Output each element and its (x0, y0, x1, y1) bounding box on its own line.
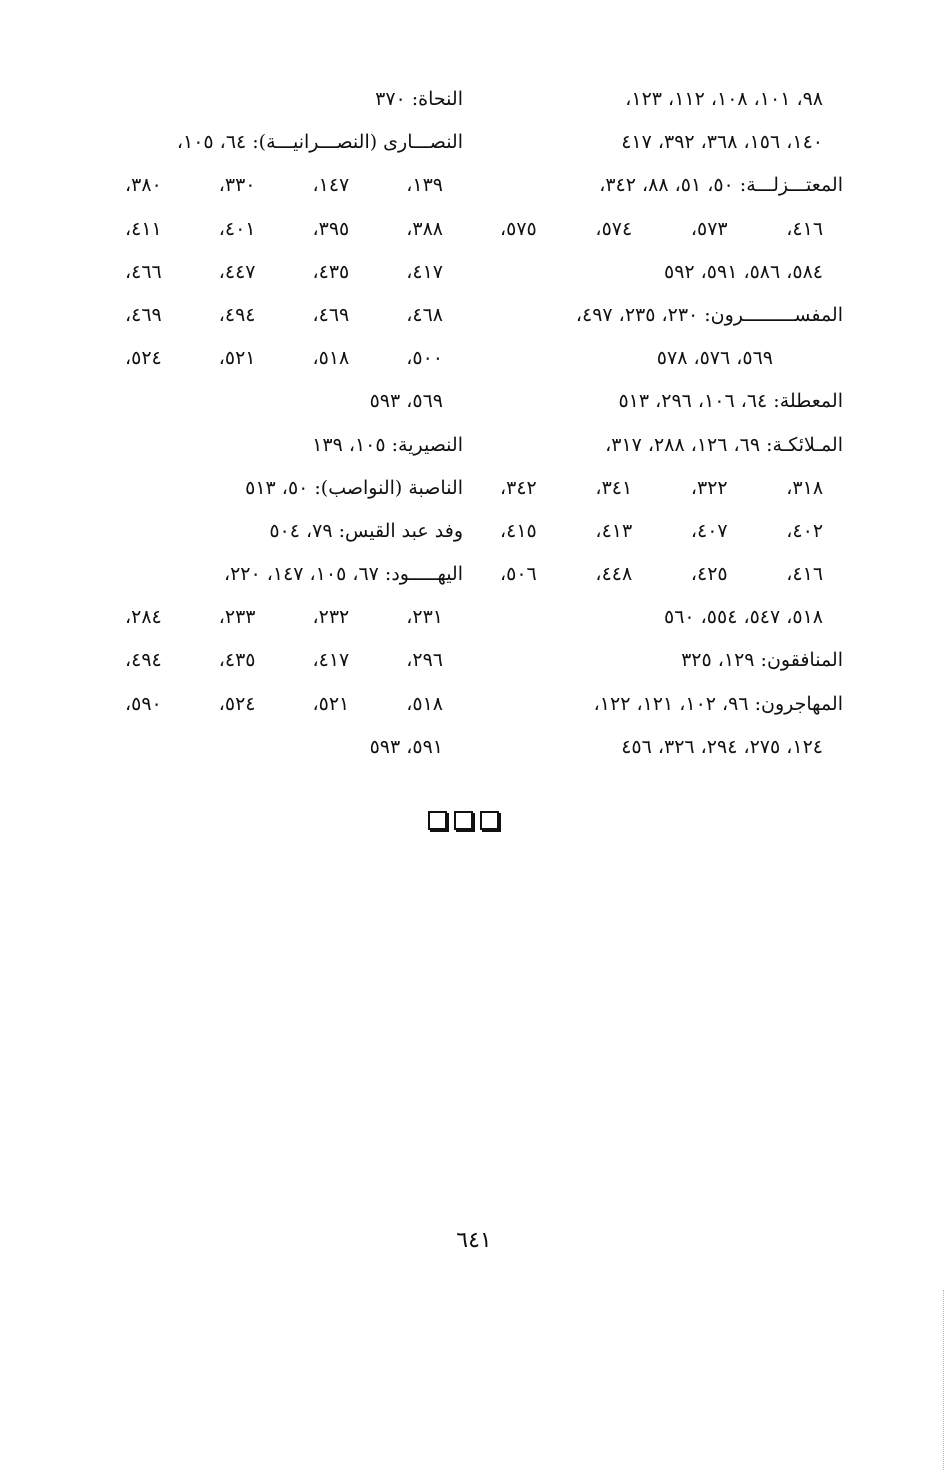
index-continuation: ٥١٨، ٥٢١، ٥٢٤، ٥٩٠، (125, 692, 444, 715)
index-continuation: ٤١٦، ٤٢٥، ٤٤٨، ٥٠٦، (500, 563, 824, 586)
index-continuation: ٣١٨، ٣٢٢، ٣٤١، ٣٤٢، (500, 476, 824, 499)
square-ornament-icon (454, 811, 473, 830)
page-number: ٦٤١ (456, 1228, 492, 1253)
index-entry: النصـــارى (النصـــرانيـــة): ٦٤، ١٠٥، (176, 131, 463, 154)
index-entry: اليهـــــود: ٦٧، ١٠٥، ١٤٧، ٢٢٠، (223, 563, 463, 586)
index-continuation: ٥٦٩، ٥٩٣ (369, 390, 443, 413)
index-continuation: ٣٨٨، ٣٩٥، ٤٠١، ٤١١، (125, 217, 444, 240)
index-entry: المعتـــزلـــة: ٥٠، ٥١، ٨٨، ٣٤٢، (599, 174, 843, 197)
index-continuation: ١٣٩، ١٤٧، ٣٣٠، ٣٨٠، (125, 174, 444, 197)
index-continuation: ٤١٦، ٥٧٣، ٥٧٤، ٥٧٥، (500, 217, 824, 240)
square-ornament-icon (480, 811, 499, 830)
index-entry: الناصبة (النواصب): ٥٠، ٥١٣ (245, 476, 463, 499)
index-continuation: ٢٣١، ٢٣٢، ٢٣٣، ٢٨٤، (125, 606, 444, 629)
index-entry: وفد عبد القيس: ٧٩، ٥٠٤ (269, 519, 463, 542)
scan-margin-dots (943, 1290, 944, 1470)
index-continuation: ١٤٠، ١٥٦، ٣٦٨، ٣٩٢، ٤١٧ (621, 131, 823, 154)
index-continuation: ١٢٤، ٢٧٥، ٢٩٤، ٣٢٦، ٤٥٦ (621, 735, 823, 758)
index-entry: المـلائكـة: ٦٩، ١٢٦، ٢٨٨، ٣١٧، (605, 433, 843, 456)
index-continuation: ٤٠٢، ٤٠٧، ٤١٣، ٤١٥، (500, 519, 824, 542)
index-column-right (500, 78, 845, 769)
index-entry: النحاة: ٣٧٠ (375, 88, 463, 110)
index-entry: النصيرية: ١٠٥، ١٣٩ (312, 433, 463, 456)
index-continuation: ٥٦٩، ٥٧٦، ٥٧٨ (656, 347, 773, 370)
square-ornament-icon (428, 811, 447, 830)
index-entry: المفســـــــــرون: ٢٣٠، ٢٣٥، ٤٩٧، (575, 303, 843, 326)
index-continuation: ٤١٧، ٤٣٥، ٤٤٧، ٤٦٦، (125, 260, 444, 283)
index-continuation: ٥١٨، ٥٤٧، ٥٥٤، ٥٦٠ (663, 606, 823, 629)
index-continuation: ٤٦٨، ٤٦٩، ٤٩٤، ٤٦٩، (125, 303, 444, 326)
index-continuation: ٥٠٠، ٥١٨، ٥٢١، ٥٢٤، (125, 347, 444, 370)
index-column-left (125, 78, 465, 769)
index-continuation: ٢٩٦، ٤١٧، ٤٣٥، ٤٩٤، (125, 649, 444, 672)
index-entry: المنافقون: ١٢٩، ٣٢٥ (681, 649, 843, 672)
index-continuation: ٥٨٤، ٥٨٦، ٥٩١، ٥٩٢ (663, 260, 823, 283)
index-continuation: ٥٩١، ٥٩٣ (369, 735, 443, 758)
index-continuation: ٩٨، ١٠١، ١٠٨، ١١٢، ١٢٣، (625, 88, 823, 110)
section-end-ornament (428, 811, 499, 830)
index-entry: المهاجرون: ٩٦، ١٠٢، ١٢١، ١٢٢، (593, 692, 843, 715)
index-entry: المعطلة: ٦٤، ١٠٦، ٢٩٦، ٥١٣ (618, 390, 843, 413)
